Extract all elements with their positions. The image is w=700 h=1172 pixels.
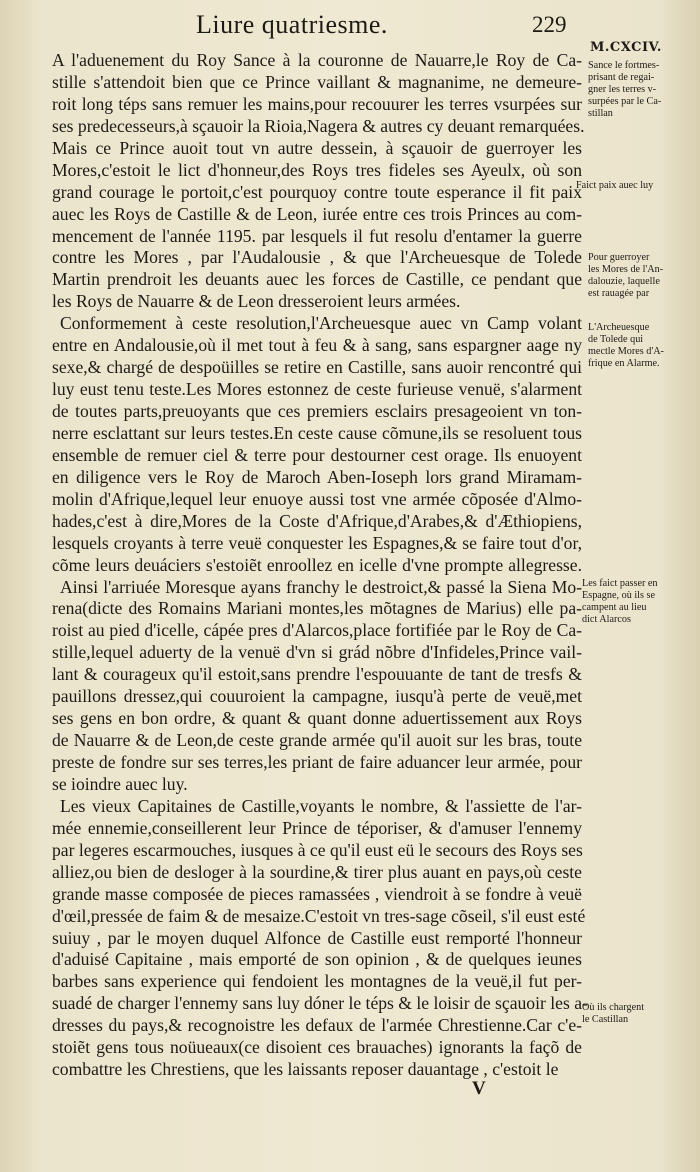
text-line: se ioindre auec luy.	[52, 773, 188, 794]
text-line: suadé de charger l'ennemy sans luy dóner le téps & le loisir de sçauoir les a-	[52, 993, 588, 1014]
margin-notes	[576, 0, 698, 1172]
margin-note-line: surpées par le Ca-	[588, 96, 662, 107]
text-line: mée ennemie,conseillerent leur Prince de téporiser, & d'amuser l'ennemy	[52, 817, 582, 838]
text-line: grand courage le portoit,c'est pourquoy contre toute esperance il fit paix	[52, 181, 582, 202]
text-line: hades,c'est à dire,Mores de la Coste d'Afrique,d'Arabes,& d'Æthiopiens,	[52, 510, 582, 531]
text-line: Mores,c'estoit le lict d'honneur,des Roys tres fideles ses Ayeulx, où son	[52, 159, 582, 180]
margin-note-line: les Mores de l'An-	[588, 264, 664, 275]
text-line: roist au pied d'icelle, cápée pres d'Alarcos,place fortifiée par le Roy de Ca-	[52, 620, 582, 641]
text-line: rena(dicte des Romains Mariani montes,les mõtagnes de Marius) elle pa-	[52, 598, 582, 619]
margin-note-line: est rauagée par	[588, 288, 650, 299]
margin-note-line: dict Alarcos	[582, 614, 631, 625]
text-line: Martin prendroit les deuants auec les forces de Castille, ce pendant que	[52, 269, 582, 290]
margin-note-line: stillan	[588, 108, 613, 119]
text-line: combattre les Chrestiens, que les laissants reposer dauantage , c'estoit le	[52, 1059, 559, 1080]
text-line: Mais ce Prince auoit tout vn autre dessein, à sçauoir de guerroyer les	[52, 137, 582, 158]
margin-note-line: Espagne, où ils se	[582, 590, 655, 601]
text-line: dresses du pays,& recognoistre les defaux de l'armée Chrestienne.Car c'e-	[52, 1015, 582, 1036]
text-line: pauillons dressez,qui couuroient la campagne, iusqu'à perte de veuë,met	[52, 686, 582, 707]
text-line: sexe,& chargé de despoüilles se retire en Castille, sans auoir rencontré qui	[52, 357, 582, 378]
margin-note-line: prisant de regai-	[588, 72, 655, 83]
margin-year: M.CXCIV.	[590, 40, 662, 55]
text-line: Les vieux Capitaines de Castille,voyants le nombre, & l'assiette de l'ar-	[60, 795, 582, 816]
text-line: mencement de l'année 1195. par lesquels il fut resolu d'entamer la guerre	[52, 225, 582, 246]
text-line: ses predecesseurs,à sçauoir la Rioia,Nagera & autres cy deuant remarquées.	[52, 115, 585, 136]
page-number: 229	[532, 12, 567, 37]
text-line: stille,lequel aduerty de la venuë d'vn si grád nõbre d'Infideles,Prince vail-	[52, 642, 582, 663]
text-line: suiuy , par le moyen duquel Alfonce de Castille eust remporté l'honneur	[52, 927, 582, 948]
text-line: cõme leurs deuáciers s'estoiẽt enroollez en icelle d'vne prompte allegresse.	[52, 554, 582, 575]
text-line: preste de fondre sur ses terres,les priant de faire aduancer leur armée, pour	[52, 752, 582, 772]
text-line: entre en Andalousie,où il met tout à feu & à sang, sans espargner aage ny	[52, 335, 582, 356]
text-line: d'œil,pressée de faim & de mesaize.C'estoit vn tres-sage cõseil, s'il eust esté	[52, 905, 586, 926]
text-line: Conformement à ceste resolution,l'Archeuesque auec vn Camp volant	[60, 313, 582, 334]
text-line: roit long téps sans remuer les mains,pour recouurer les terres vsurpées sur	[52, 93, 582, 114]
margin-note-line: gner les terres v-	[588, 84, 657, 95]
text-line: stille s'attendoit bien que ce Prince vaillant & magnanime, ne demeure-	[52, 71, 582, 92]
margin-note-5	[582, 578, 658, 626]
margin-note-line: Faict paix auec luy	[576, 180, 654, 191]
margin-note-6	[582, 1002, 644, 1026]
text-line: barbes sans experience qui fendoient les montagnes de la veuë,il fut per-	[52, 971, 582, 992]
text-line: auec les Roys de Castille & de Leon, iurée entre ces trois Princes au com-	[52, 203, 582, 224]
text-line: A l'aduenement du Roy Sance à la couronne de Nauarre,le Roy de Ca-	[52, 50, 582, 70]
text-line: par legeres escarmouches, iusques à ce qu'il eust eü le secours des Roys ses	[52, 839, 583, 860]
text-line: grande masse composée de pieces ramassées , viendroit à se fondre à veuë	[52, 883, 582, 904]
text-line: molin d'Afrique,lequel leur enuoye aussi tost vne armée cõposée d'Almo-	[52, 488, 582, 509]
text-line: contre les Mores , par l'Audalousie , & que l'Archeuesque de Tolede	[52, 247, 582, 268]
text-line: de Nauarre & de Leon,de ceste grande armée qu'il auoit sur les bras, toute	[52, 730, 582, 751]
text-line: Ainsi l'arriuée Moresque ayans franchy le destroict,& passé la Siena Mo-	[60, 576, 582, 597]
text-line: ses gens en bon ordre, & quant & quant donne aduertissement aux Roys	[52, 708, 582, 729]
running-head-title: Liure quatriesme.	[196, 10, 388, 39]
margin-note-line: dalouzie, laquelle	[588, 276, 660, 287]
text-line: alliez,ou bien de desloger à la sourdine,& tirer plus auant en pays,où ceste	[52, 861, 582, 882]
text-line: lesquels croyants à terre veuë conquester les Espagnes,& se faire tout d'or,	[52, 532, 582, 553]
catchword: V	[472, 1078, 486, 1099]
text-line: nerre esclattant sur leurs testes.En ceste cause cõmune,ils se resoluent tous	[52, 422, 582, 443]
margin-note-3	[588, 252, 663, 300]
text-line: stoiẽt gens tous noüueaux(ce disoient ces brauaches) ignorants la façõ de	[52, 1037, 582, 1058]
margin-note-line: mectle Mores d'A-	[588, 346, 664, 357]
margin-note-line: campent au lieu	[582, 602, 647, 613]
margin-note-1	[588, 60, 661, 120]
text-line: de toutes parts,preuoyants que ces premiers esclairs presageoient vn ton-	[52, 401, 582, 421]
margin-note-line: frique en Alarme.	[588, 358, 660, 369]
text-line: d'aduisé Capitaine , mais emporté de son opinion , & de quelques ieunes	[52, 949, 582, 970]
margin-note-line: Où ils chargent	[582, 1002, 645, 1013]
margin-note-line: le Castillan	[582, 1014, 629, 1025]
text-line: ensemble de remuer ciel & terre pour destourner cest orage. Ils enuoyent	[52, 444, 582, 465]
margin-note-4	[588, 322, 664, 370]
margin-note-line: Sance le fortmes-	[588, 60, 660, 71]
body-text-block	[52, 50, 588, 1081]
margin-note-line: L'Archeuesque	[588, 322, 650, 333]
text-line: les Roys de Nauarre & de Leon dresseroient leurs armées.	[52, 291, 461, 312]
text-line: lant & courageux qu'il estoit,sans prendre l'espouuante de tant de tresfs &	[52, 664, 582, 685]
margin-note-line: Pour guerroyer	[588, 252, 650, 263]
text-line: luy eust tenu teste.Les Mores estonnez de ceste furieuse venuë, s'alarment	[52, 379, 582, 400]
margin-note-line: de Tolede qui	[588, 334, 644, 345]
margin-note-2	[576, 180, 653, 192]
text-line: en diligence vers le Roy de Maroch Aben-Ioseph lors grand Miramam-	[52, 466, 582, 487]
margin-note-line: Les faict passer en	[582, 578, 658, 589]
